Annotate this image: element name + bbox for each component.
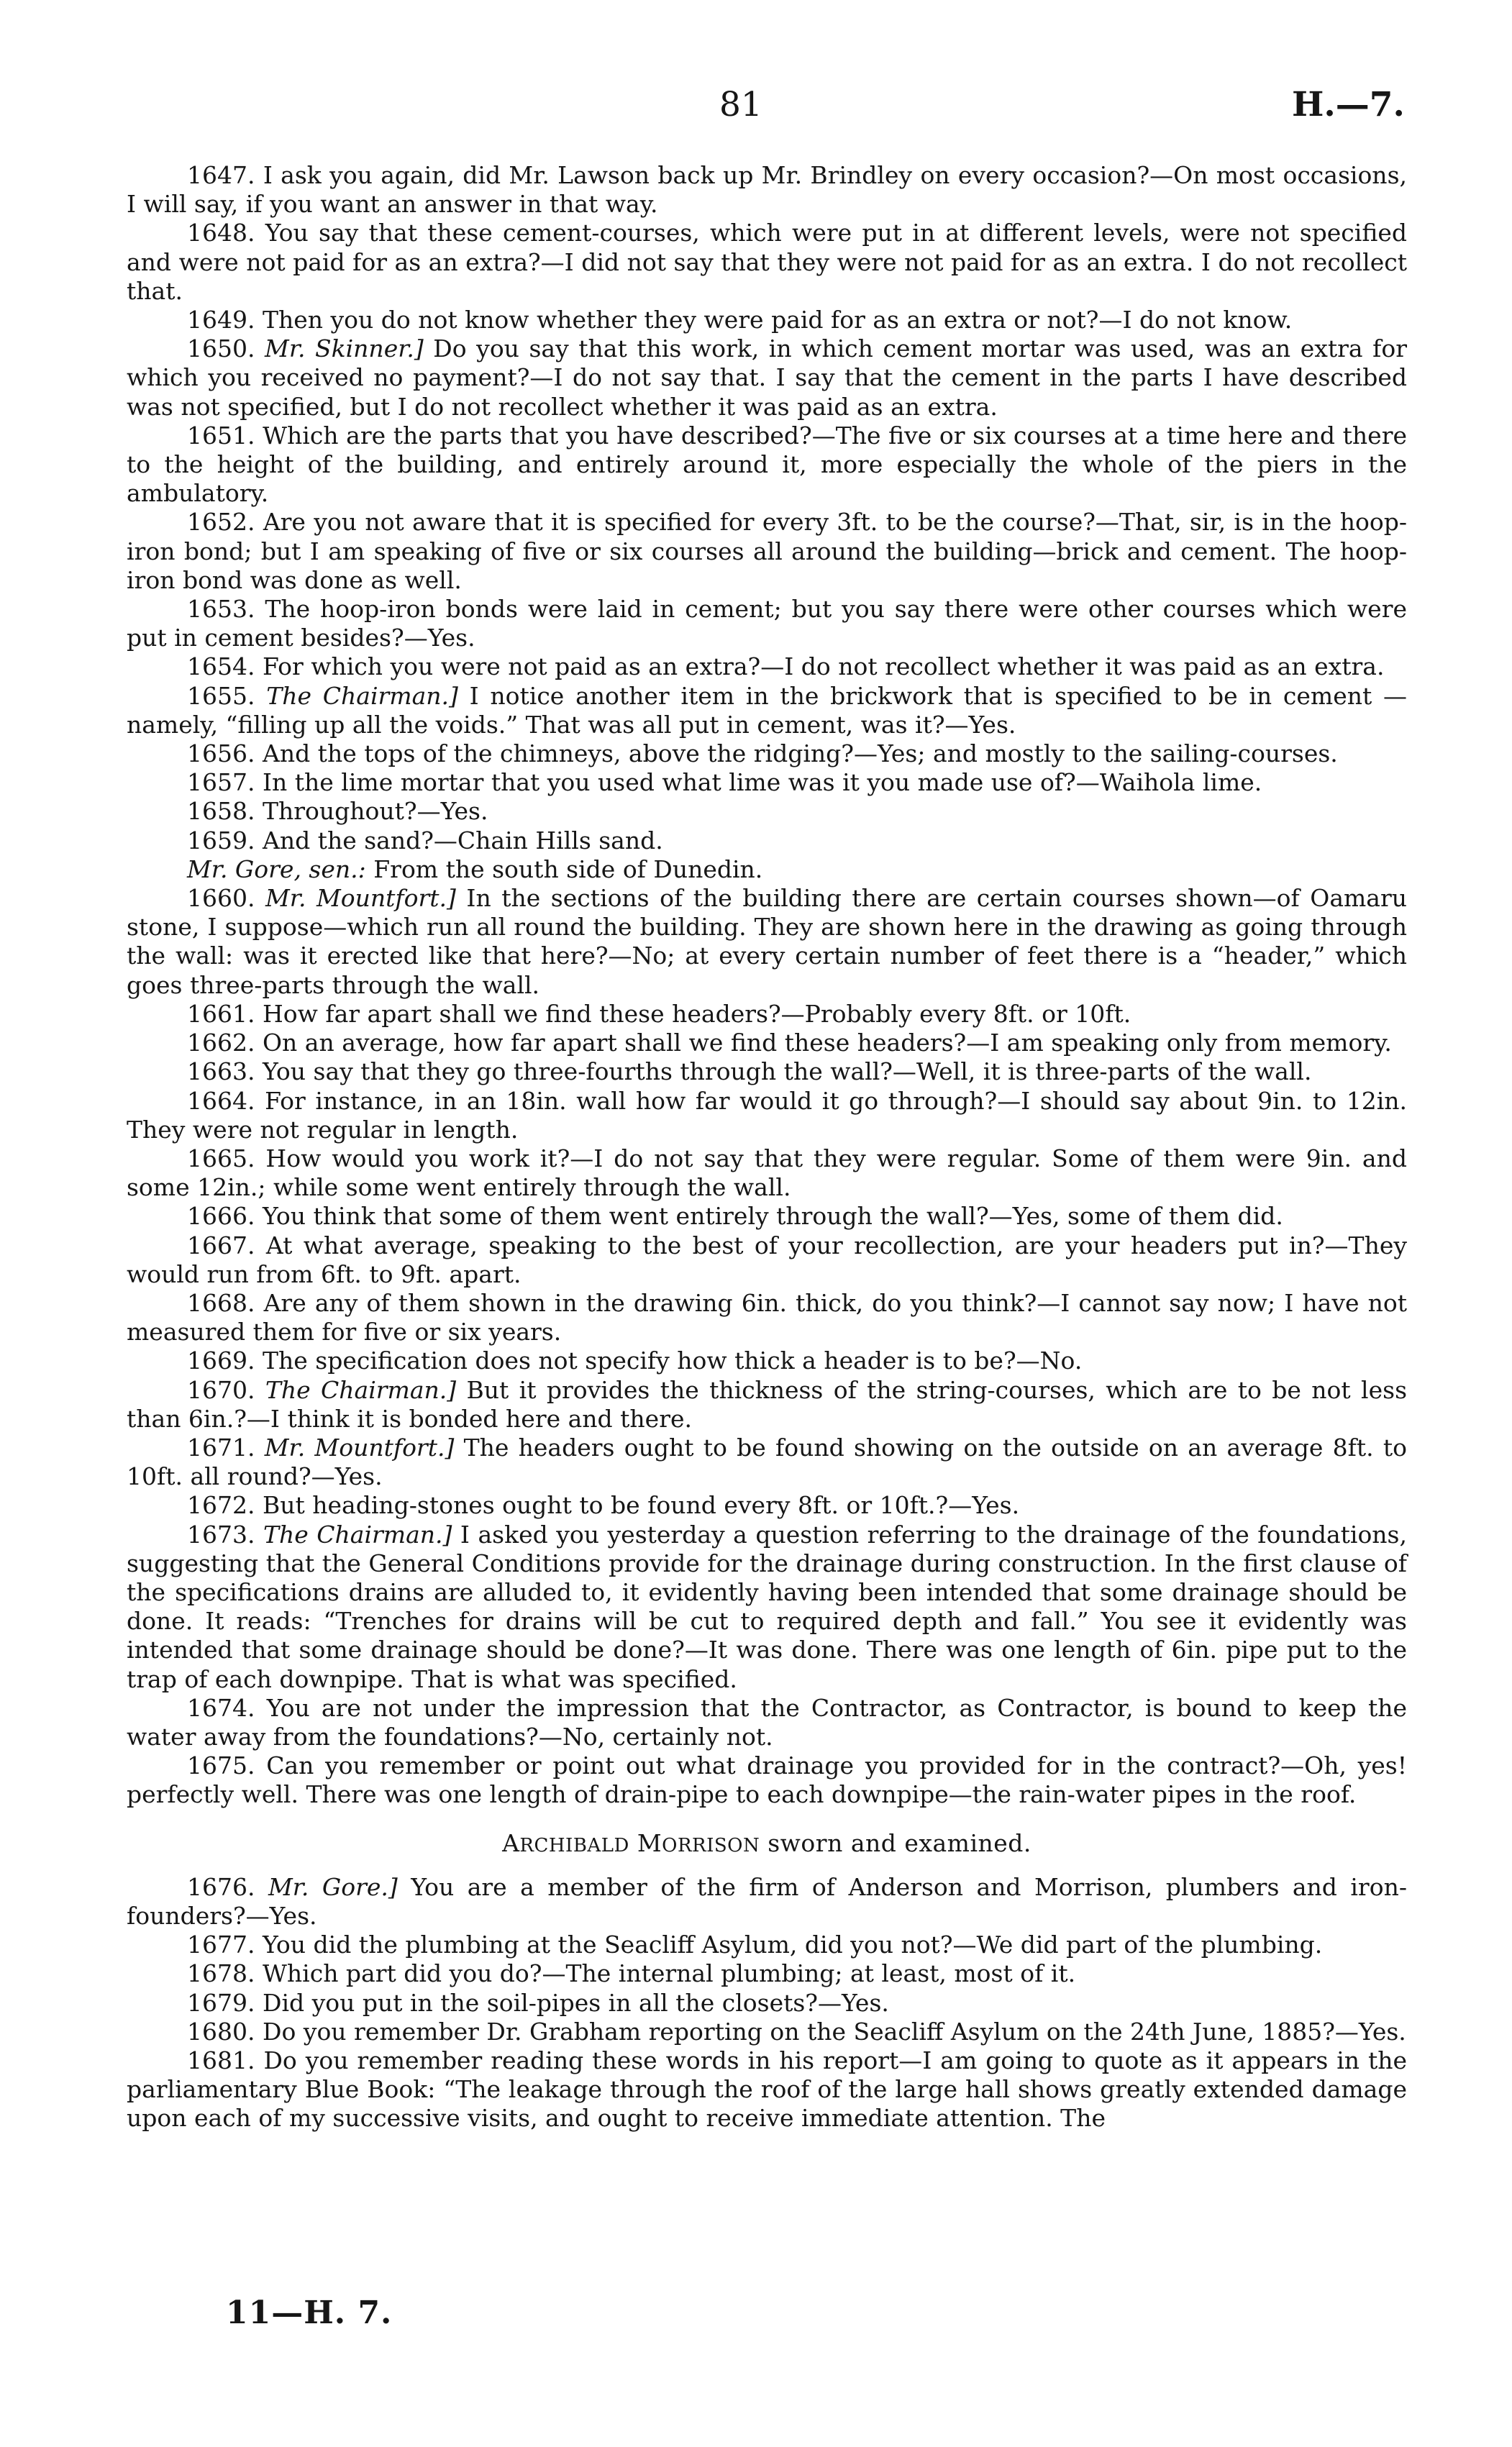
question-number: 1664. (187, 1086, 255, 1115)
testimony-paragraph (127, 1000, 1407, 1029)
testimony-paragraph (127, 1521, 1407, 1694)
paragraph-text: How would you work it?—I do not say that they were regular. Some of them were 9in. and some 12in.; while some went entirely through the wall. (127, 1144, 1407, 1202)
question-number: 1660. (187, 884, 255, 913)
paragraph-text: You say that these cement-courses, which were put in at different levels, were not specified and were not paid for as an extra?—I did not say that they were not paid for as an extra. I do not recollect that. (127, 219, 1407, 305)
testimony-paragraph (127, 1057, 1407, 1086)
testimony-paragraph (127, 219, 1407, 306)
witness-heading (127, 1829, 1407, 1860)
question-number: 1651. (187, 421, 255, 450)
paragraph-text: Then you do not know whether they were paid for as an extra or not?—I do not know. (262, 306, 1293, 334)
paragraph-text: You did the plumbing at the Seacliff Asylum, did you not?—We did part of the plumbing. (262, 1931, 1323, 1959)
question-number: 1649. (187, 306, 255, 334)
paragraph-text: Do you say that this work, in which cement mortar was used, was an extra for which you received no payment?—I do not say that. I say that the cement in the parts I have described was not specified, but I do not recollect whether it was paid as an extra. (127, 334, 1407, 421)
testimony-paragraph (127, 1989, 1407, 2018)
speaker-name: The Chairman.] (263, 1520, 452, 1549)
witness-last-initial: M (637, 1828, 662, 1857)
question-number: 1669. (187, 1346, 255, 1375)
paragraph-text: Do you remember reading these words in his report—I am going to quote as it appears in the parliamentary Blue Book: “The leakage through the roof of the large hall shows greatly extended damage upon each of my successive visits, and ought to receive immediate attention. The (127, 2046, 1407, 2133)
testimony-paragraph (127, 421, 1407, 509)
paragraph-text: Can you remember or point out what drainage you provided for in the contract?—Oh, yes! perfectly well. There was one length of drain-pipe to each downpipe—the rain-water pipes in the roof. (127, 1751, 1407, 1809)
paragraph-text: But it provides the thickness of the string-courses, which are to be not less than 6in.?—I think it is bonded here and there. (127, 1375, 1408, 1433)
speaker-name: The Chairman.] (265, 1375, 457, 1404)
paragraph-text: Throughout?—Yes. (262, 797, 488, 826)
paragraph-text: Are you not aware that it is specified for every 3ft. to be the course?—That, sir, is in the hoop-iron bond; but I am speaking of five or six courses all around the building—brick and cement. The hoop-iron bond was done as well. (127, 508, 1407, 594)
question-number: 1653. (187, 595, 255, 624)
document-code: H.—7. (1292, 85, 1405, 124)
testimony-paragraph (127, 2046, 1407, 2133)
question-number: 1668. (187, 1288, 255, 1317)
speaker-name: Mr. Skinner.] (265, 334, 424, 363)
testimony-paragraph (127, 161, 1407, 219)
paragraph-text: I asked you yesterday a question referring to the drainage of the foundations, suggesting that the General Conditions provide for the drainage during construction. In the first clause of the specifications drains are alluded to, it evidently having been intended that some drainage should be done. It reads: “Trenches for drains will be cut to required depth and fall.” You see it evidently was intended that some drainage should be done?—It was done. There was one length of 6in. pipe put to the trap of each downpipe. That is what was specified. (127, 1520, 1407, 1693)
paragraph-text: You are a member of the firm of Anderson and Morrison, plumbers and iron-founders?—Yes. (127, 1872, 1407, 1930)
witness-suffix: sworn and examined. (768, 1828, 1031, 1857)
testimony-paragraph (127, 797, 1407, 826)
question-number: 1654. (187, 652, 255, 681)
witness-last-rest: ORRISON (662, 1834, 760, 1856)
testimony-paragraph (127, 306, 1407, 334)
question-number: 1673. (187, 1520, 255, 1549)
question-number: 1667. (187, 1231, 255, 1259)
testimony-paragraph (127, 1931, 1407, 1959)
question-number: 1665. (187, 1144, 255, 1172)
testimony-paragraph (127, 739, 1407, 768)
paragraph-text: At what average, speaking to the best of your recollection, are your headers put in?—They would run from 6ft. to 9ft. apart. (127, 1231, 1407, 1288)
testimony-paragraph (127, 768, 1407, 797)
speaker-name: Mr. Gore, sen.: (187, 855, 366, 883)
paragraph-text: The specification does not specify how thick a header is to be?—No. (262, 1346, 1083, 1375)
question-number: 1656. (187, 739, 255, 768)
paragraph-text: Do you remember Dr. Grabham reporting on the Seacliff Asylum on the 24th June, 1885?—Yes. (262, 2017, 1406, 2046)
question-number: 1663. (187, 1057, 255, 1086)
testimony-paragraph (127, 1144, 1407, 1202)
page-number: 81 (719, 85, 762, 124)
paragraph-text: Which are the parts that you have described?—The five or six courses at a time here and there to the height of the building, and entirely around it, more especially the whole of the piers in the ambulatory. (127, 421, 1407, 508)
question-number: 1681. (187, 2046, 255, 2074)
paragraph-text: And the sand?—Chain Hills sand. (262, 826, 663, 855)
testimony-paragraph (127, 1873, 1407, 1931)
question-number: 1676. (187, 1872, 255, 1901)
testimony-section-2 (127, 1873, 1407, 2133)
question-number: 1650. (187, 334, 255, 363)
paragraph-text: In the sections of the building there are certain courses shown—of Oamaru stone, I suppose—which run all round the building. They are shown here in the drawing as going through the wall: was it erected like that here?—No; at every certain number of feet there is a “header,” which goes three-parts through the wall. (127, 884, 1408, 999)
testimony-paragraph (127, 1029, 1407, 1057)
testimony-paragraph (127, 1087, 1407, 1144)
paragraph-text: The headers ought to be found showing on the outside on an average 8ft. to 10ft. all round?—Yes. (127, 1433, 1408, 1491)
paragraph-text: You say that they go three-fourths through the wall?—Well, it is three-parts of the wall. (262, 1057, 1312, 1086)
paragraph-text: Are any of them shown in the drawing 6in. thick, do you think?—I cannot say now; I have not measured them for five or six years. (127, 1288, 1407, 1346)
paragraph-text: How far apart shall we find these headers?—Probably every 8ft. or 10ft. (262, 999, 1131, 1028)
question-number: 1679. (187, 1988, 255, 2017)
paragraph-text: Did you put in the soil-pipes in all the closets?—Yes. (262, 1988, 889, 2017)
paragraph-text: On an average, how far apart shall we find these headers?—I am speaking only from memory. (262, 1029, 1392, 1057)
testimony-paragraph (127, 1491, 1407, 1520)
question-number: 1677. (187, 1931, 255, 1959)
speaker-name: Mr. Gore.] (268, 1872, 398, 1901)
testimony-paragraph (127, 1959, 1407, 1988)
question-number: 1680. (187, 2017, 255, 2046)
paragraph-text: The hoop-iron bonds were laid in cement; but you say there were other courses which were put in cement besides?—Yes. (127, 595, 1407, 652)
testimony-paragraph (127, 334, 1407, 421)
question-number: 1647. (187, 161, 255, 189)
paragraph-text: But heading-stones ought to be found every 8ft. or 10ft.?—Yes. (262, 1491, 1020, 1520)
testimony-paragraph (127, 2018, 1407, 2046)
signature-mark: 11—H. 7. (226, 2295, 393, 2331)
witness-first-rest: RCHIBALD (519, 1834, 629, 1856)
testimony-paragraph (127, 884, 1407, 1000)
paragraph-text: You are not under the impression that the Contractor, as Contractor, is bound to keep the water away from the foundations?—No, certainly not. (127, 1693, 1407, 1751)
question-number: 1671. (187, 1433, 255, 1462)
paragraph-text: In the lime mortar that you used what lime was it you made use of?—Waihola lime. (262, 768, 1262, 797)
question-number: 1675. (187, 1751, 255, 1780)
question-number: 1674. (187, 1693, 255, 1722)
paragraph-text: And the tops of the chimneys, above the ridging?—Yes; and mostly to the sailing-courses. (262, 739, 1338, 768)
testimony-paragraph (127, 652, 1407, 681)
question-number: 1657. (187, 768, 255, 797)
witness-first-initial: A (502, 1828, 520, 1857)
testimony-section-1 (127, 161, 1407, 1810)
paragraph-text: From the south side of Dunedin. (373, 855, 763, 883)
question-number: 1661. (187, 999, 255, 1028)
paragraph-text: Which part did you do?—The internal plumbing; at least, most of it. (262, 1959, 1076, 1988)
question-number: 1658. (187, 797, 255, 826)
paragraph-text: For which you were not paid as an extra?—I do not recollect whether it was paid as an extra. (262, 652, 1385, 681)
question-number: 1655. (187, 681, 255, 710)
speaker-name: Mr. Mountfort.] (265, 884, 456, 913)
testimony-paragraph (127, 855, 1407, 884)
speaker-name: The Chairman.] (266, 681, 458, 710)
testimony-paragraph (127, 1434, 1407, 1491)
question-number: 1672. (187, 1491, 255, 1520)
speaker-name: Mr. Mountfort.] (264, 1433, 455, 1462)
testimony-paragraph (127, 682, 1407, 739)
testimony-paragraph (127, 1231, 1407, 1289)
testimony-paragraph (127, 1694, 1407, 1751)
question-number: 1648. (187, 219, 255, 247)
question-number: 1670. (187, 1375, 255, 1404)
question-number: 1659. (187, 826, 255, 855)
testimony-paragraph (127, 1751, 1407, 1809)
question-number: 1662. (187, 1029, 255, 1057)
testimony-paragraph (127, 1376, 1407, 1434)
question-number: 1678. (187, 1959, 255, 1988)
question-number: 1652. (187, 508, 255, 537)
testimony-paragraph (127, 1346, 1407, 1375)
paragraph-text: I notice another item in the brickwork that is specified to be in cement —namely, “filling up all the voids.” That was all put in cement, was it?—Yes. (127, 681, 1407, 739)
testimony-paragraph (127, 595, 1407, 652)
paragraph-text: You think that some of them went entirely through the wall?—Yes, some of them did. (262, 1202, 1283, 1231)
testimony-paragraph (127, 508, 1407, 595)
testimony-paragraph (127, 1289, 1407, 1346)
question-number: 1666. (187, 1202, 255, 1231)
paragraph-text: For instance, in an 18in. wall how far would it go through?—I should say about 9in. to 12in. They were not regular in length. (127, 1086, 1407, 1144)
paragraph-text: I ask you again, did Mr. Lawson back up Mr. Brindley on every occasion?—On most occasions, I will say, if you want an answer in that way. (127, 161, 1407, 219)
testimony-paragraph (127, 826, 1407, 855)
testimony-paragraph (127, 1202, 1407, 1231)
page-body (127, 161, 1407, 2133)
